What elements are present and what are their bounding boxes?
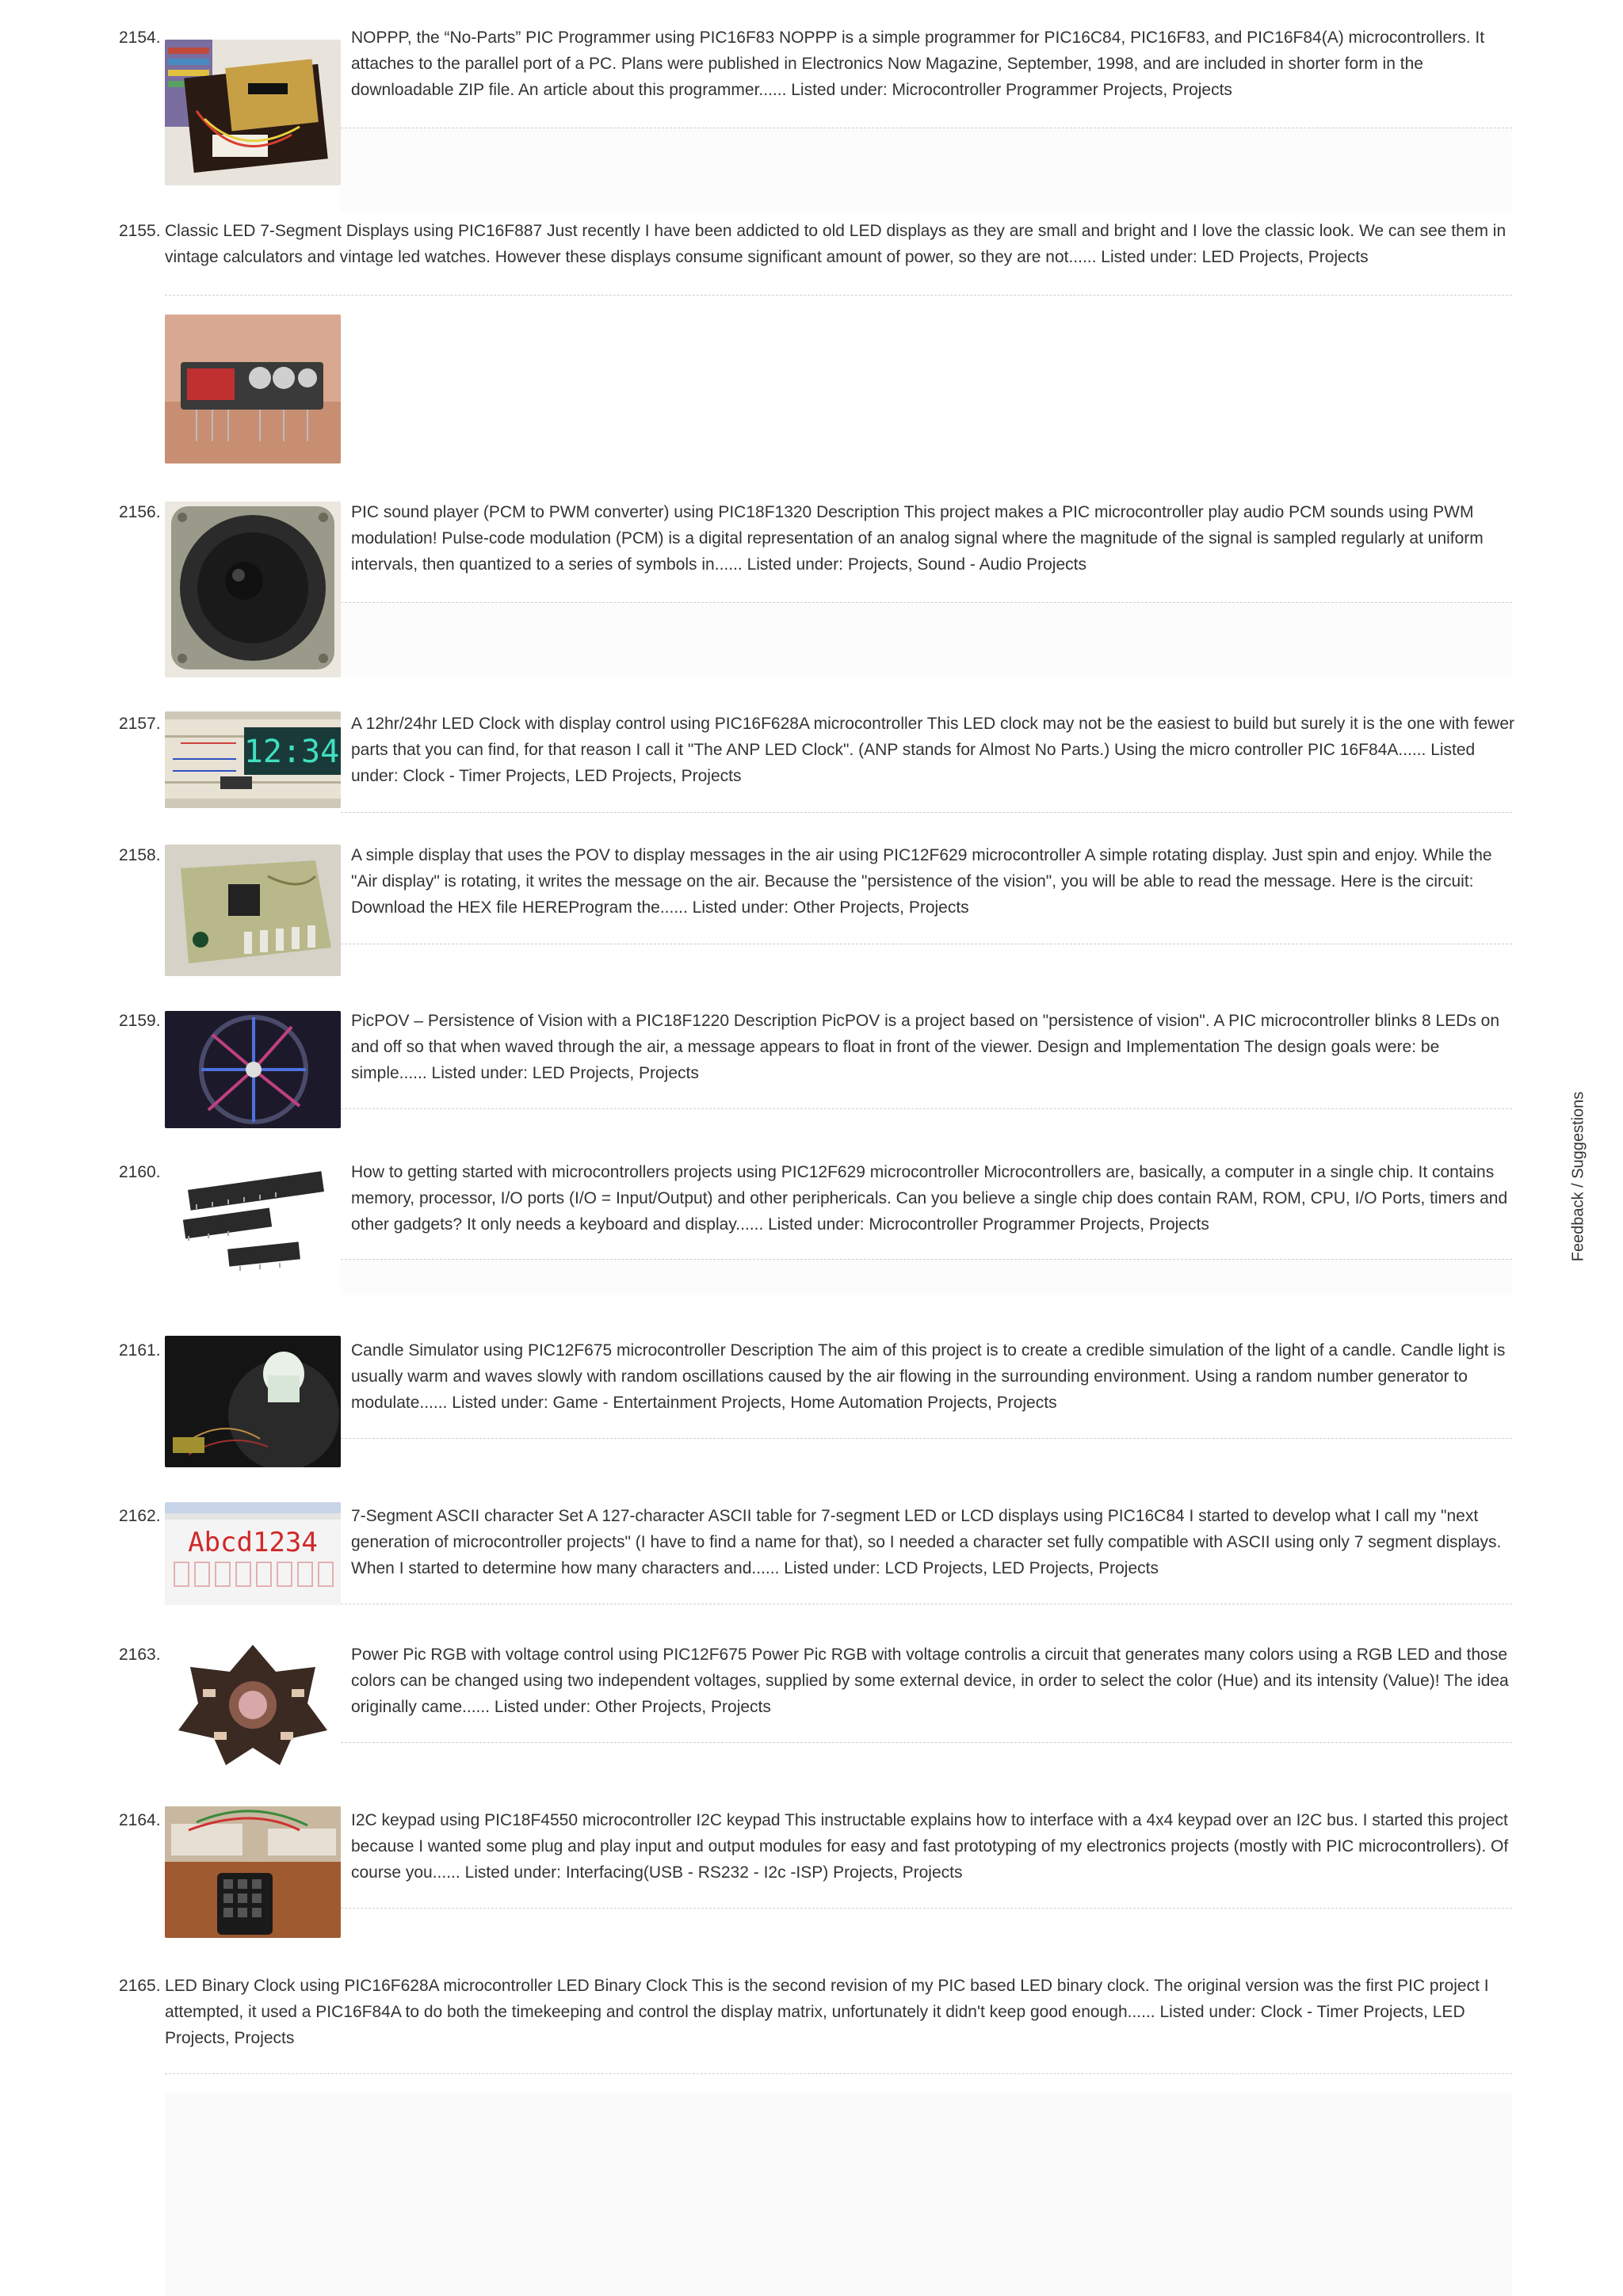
feedback-tab-label: Feedback / Suggestions xyxy=(1569,1091,1587,1262)
pov-board-image xyxy=(165,845,341,976)
item-thumbnail[interactable] xyxy=(165,502,341,677)
clock-digits: 12:34 xyxy=(243,734,340,770)
item-thumbnail[interactable] xyxy=(165,1638,341,1770)
item-thumbnail[interactable] xyxy=(165,1011,341,1128)
led-clock-image xyxy=(165,711,341,808)
item-description[interactable]: Candle Simulator using PIC12F675 microcontroller Description The aim of this project is to create a credible simulation of the light of a candle. Candle light is usually warm and waves slowly with random oscillations caused by the air flowing in the surrounding environment. Using a random number generator to modulate...... Listed under: Game - Entertainment Projects, Home Automation Projects, Projects xyxy=(351,1341,1506,1412)
item-thumbnail[interactable] xyxy=(165,1336,341,1467)
item-thumbnail[interactable] xyxy=(165,315,341,463)
item-number: 2161. xyxy=(119,1341,161,1360)
item-description[interactable]: PicPOV – Persistence of Vision with a PIC18F1220 Description PicPOV is a project based on "persistence of vision". A PIC microcontroller blinks 8 LEDs on and off so that when waved through the air, a message appears to float in front of the viewer. Design and Implementation The design goals were: be simple...... Listed under: LED Projects, Projects xyxy=(351,1012,1500,1082)
item-description[interactable]: NOPPP, the “No-Parts” PIC Programmer using PIC16F83 NOPPP is a simple programmer for PIC16C84, PIC16F83, and PIC16F84(A) microcontrollers. It attaches to the parallel port of a PC. Plans were published in Electronics Now Magazine, September, 1998, and are included in shorter form in the downloadable ZIP file. An article about this programmer...... Listed under: Microcontroller Programmer Projects, Projects xyxy=(351,29,1485,99)
item-number: 2154. xyxy=(119,29,161,47)
rgb-led-star-image xyxy=(165,1638,341,1770)
item-number: 2155. xyxy=(119,222,161,240)
empty-thumbnail-area xyxy=(165,2092,1512,2296)
item-number: 2157. xyxy=(119,715,161,733)
item-number: 2164. xyxy=(119,1811,161,1829)
item-description[interactable]: I2C keypad using PIC18F4550 microcontroller I2C keypad This instructable explains how to interface with a 4x4 keypad over an I2C bus. I started this project because I wanted some plug and play input and output modules for easy and fast prototyping of my electronics projects (mostly with PIC microcontrollers). Of course you...... Listed under: Interfacing(USB - RS232 - I2c -ISP) Projects, Projects xyxy=(351,1811,1509,1882)
item-description[interactable]: LED Binary Clock using PIC16F628A microcontroller LED Binary Clock This is the second revision of my PIC based LED binary clock. The original version was the first PIC project I attempted, it used a PIC16F84A to do both the timekeeping and control the display matrix, unfortunately it didn't keep good enough...... Listed under: Clock - Timer Projects, LED Projects, Projects xyxy=(165,1977,1489,2047)
item-thumbnail[interactable] xyxy=(165,1502,341,1605)
item-number: 2160. xyxy=(119,1163,161,1181)
item-number: 2158. xyxy=(119,846,161,864)
item-number: 2163. xyxy=(119,1646,161,1664)
candle-image xyxy=(165,1336,341,1467)
item-thumbnail[interactable] xyxy=(165,845,341,976)
item-description[interactable]: How to getting started with microcontrollers projects using PIC12F629 microcontroller Microcontrollers are, basically, a computer in a single chip. It contains memory, processor, I/O ports (I/O = Input/Output) and other periphericals. Can you believe a single chip does contain RAM, ROM, CPU, I/O Ports, timers and other gadgets? It only needs a keyboard and display...... Listed under: Microcontroller Programmer Projects, Projects xyxy=(351,1163,1508,1234)
item-number: 2159. xyxy=(119,1012,161,1030)
item-description[interactable]: Power Pic RGB with voltage control using PIC12F675 Power Pic RGB with voltage controlis a circuit that generates many colors using a RGB LED and those colors can be changed using two independent voltages, supplied by some external device, in order to select the color (Hue) and its intensity (Value)! The idea originally came...... Listed under: Other Projects, Projects xyxy=(351,1646,1509,1716)
item-number: 2165. xyxy=(119,1977,161,1995)
item-thumbnail[interactable] xyxy=(165,1806,341,1938)
item-number: 2156. xyxy=(119,503,161,521)
feedback-tab[interactable] xyxy=(1564,1085,1593,1268)
item-thumbnail[interactable] xyxy=(165,40,341,185)
item-description[interactable]: Classic LED 7-Segment Displays using PIC16F887 Just recently I have been addicted to old LED displays as they are small and bright and I love the classic look. We can see them in vintage calculators and vintage led watches. However these displays consume significant amount of power, so they are not...... Listed under: LED Projects, Projects xyxy=(165,222,1507,266)
led-display-image xyxy=(165,315,341,463)
speaker-image xyxy=(165,502,341,677)
item-thumbnail[interactable] xyxy=(165,711,341,808)
chips-image xyxy=(165,1158,341,1279)
programmer-board-image xyxy=(165,40,341,185)
keypad-breadboard-image xyxy=(165,1806,341,1938)
item-description[interactable]: A simple display that uses the POV to display messages in the air using PIC12F629 microcontroller A simple rotating display. Just spin and enjoy. While the "Air display" is rotating, it writes the message on the air. Because the "persistence of the vision", you will be able to read the message. Here is the circuit: Download the HEX file HEREProgram the...... Listed under: Other Projects, Projects xyxy=(351,846,1492,917)
wheel-pov-image xyxy=(165,1011,341,1128)
item-description[interactable]: 7-Segment ASCII character Set A 127-character ASCII table for 7-segment LED or LCD displays using PIC16C84 I started to develop what I call my "next generation of microcontroller projects" (I have to find a name for that), so I needed a character set fully compatible with ASCII using only 7 segment displays. When I started to determine how many characters and...... Listed under: LCD Projects, LED Projects, Projects xyxy=(351,1507,1502,1577)
ascii-table-image xyxy=(165,1502,341,1605)
item-number: 2162. xyxy=(119,1507,161,1525)
item-description[interactable]: PIC sound player (PCM to PWM converter) using PIC18F1320 Description This project makes a PIC microcontroller play audio PCM sounds using PWM modulation! Pulse-code modulation (PCM) is a digital representation of an analog signal where the magnitude of the signal is sampled regularly at uniform intervals, then quantized to a series of symbols in...... Listed under: Projects, Sound - Audio Projects xyxy=(351,503,1484,574)
item-thumbnail[interactable] xyxy=(165,1158,341,1279)
ascii-sample: Abcd1234 xyxy=(188,1527,318,1558)
item-description[interactable]: A 12hr/24hr LED Clock with display control using PIC16F628A microcontroller This LED clock may not be the easiest to build but surely it is the one with fewer parts that you can find, for that reason I call it "The ANP LED Clock". (ANP stands for Almost No Parts.) Using the micro controller PIC 16F84A...... Listed under: Clock - Timer Projects, LED Projects, Projects xyxy=(351,715,1514,785)
